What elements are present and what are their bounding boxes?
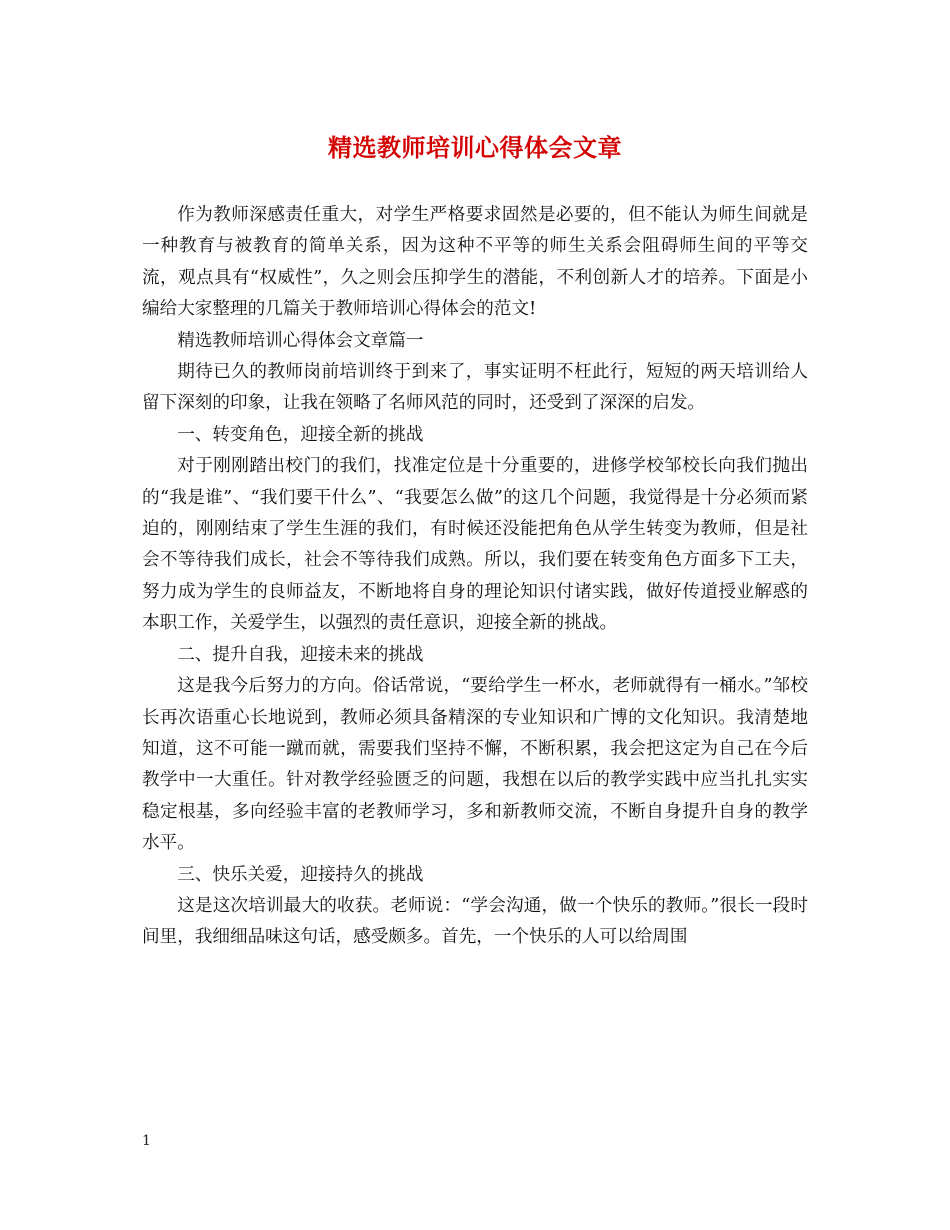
document-title: 精选教师培训心得体会文章 (328, 133, 622, 162)
intro-paragraph: 作为教师深感责任重大，对学生严格要求固然是必要的，但不能认为师生间就是一种教育与被教育的简单关系，因为这种不平等的师生关系会阻碍师生间的平等交流，观点具有“权威性”，久之则会压抑学生的潜能，不利创新人才的培养。下面是小编给大家整理的几篇关于教师培训心得体会的范文! (142, 205, 808, 320)
body-paragraph: 这是我今后努力的方向。俗话常说，“要给学生一杯水，老师就得有一桶水。”邹校长再次语重心长地说到，教师必须具备精深的专业知识和广博的文化知识。我清楚地知道，这不可能一蹴而就，需要我们坚持不懈，不断积累，我会把这定为自己在今后教学中一大重任。针对教学经验匮乏的问题，我想在以后的教学实践中应当扎扎实实稳定根基，多向经验丰富的老教师学习，多和新教师交流，不断自身提升自身的教学水平。 (142, 676, 808, 854)
section-heading-two: 二、提升自我，迎接未来的挑战 (177, 644, 424, 665)
document-body (142, 200, 808, 954)
body-paragraph: 这是这次培训最大的收获。老师说：“学会沟通，做一个快乐的教师。”很长一段时间里，我细细品味这句话，感受颇多。首先，一个快乐的人可以给周围 (142, 895, 808, 948)
section-heading-one: 一、转变角色，迎接全新的挑战 (177, 424, 424, 445)
page-number: 1 (142, 1133, 151, 1149)
body-paragraph: 期待已久的教师岗前培训终于到来了，事实证明不枉此行，短短的两天培训给人留下深刻的印象，让我在领略了名师风范的同时，还受到了深深的启发。 (142, 362, 808, 414)
section-heading-article-one: 精选教师培训心得体会文章篇一 (177, 330, 424, 351)
body-paragraph: 对于刚刚踏出校门的我们，找准定位是十分重要的，进修学校邹校长向我们抛出的“我是谁”、“我们要干什么”、“我要怎么做”的这几个问题，我觉得是十分必须而紧迫的，刚刚结束了学生生涯的我们，有时候还没能把角色从学生转变为教师，但是社会不等待我们成长，社会不等待我们成熟。所以，我们要在转变角色方面多下工夫，努力成为学生的良师益友，不断地将自身的理论知识付诸实践，做好传道授业解惑的本职工作，关爱学生，以强烈的责任意识，迎接全新的挑战。 (142, 456, 808, 634)
section-heading-three: 三、快乐关爱，迎接持久的挑战 (177, 864, 424, 885)
